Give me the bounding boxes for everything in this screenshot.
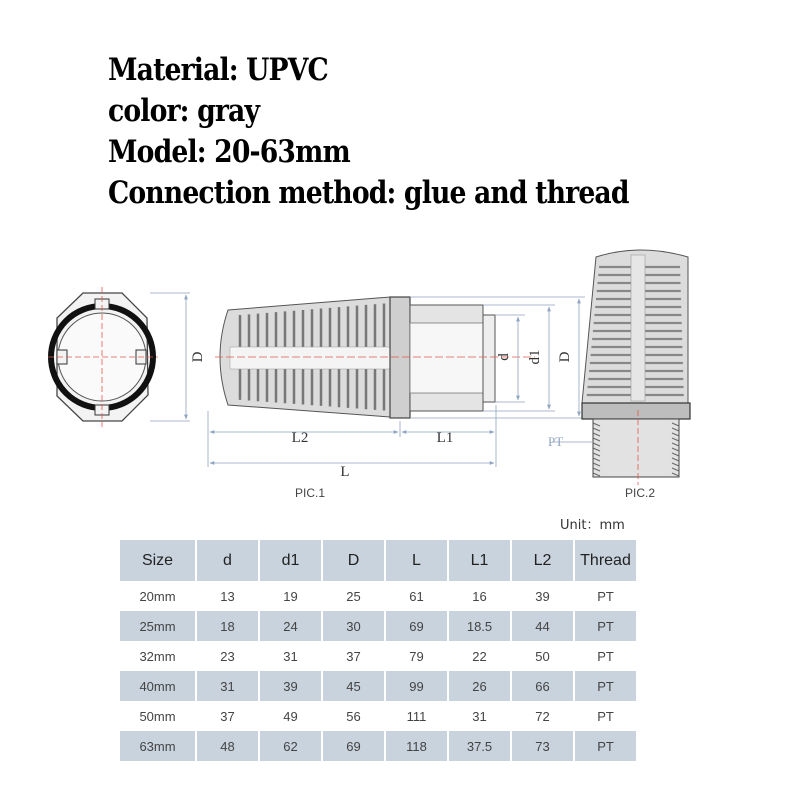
column-header: L (385, 540, 448, 581)
table-header-row (120, 540, 637, 581)
table-cell: 31 (196, 671, 259, 701)
table-cell: 31 (259, 641, 322, 671)
table-cell: 16 (448, 581, 511, 611)
table-cell: 49 (259, 701, 322, 731)
dim-label-L1: L1 (436, 430, 454, 446)
column-header: D (322, 540, 385, 581)
dim-label-D-left: D (190, 351, 206, 363)
column-header: L1 (448, 540, 511, 581)
table-cell: 56 (322, 701, 385, 731)
table-cell: 63mm (120, 731, 196, 761)
table-cell: 23 (196, 641, 259, 671)
table-cell: 39 (511, 581, 574, 611)
table-row (120, 641, 637, 671)
pic2-caption: PIC.2 (624, 486, 656, 500)
pt-label: PT (548, 434, 564, 449)
technical-drawing (40, 235, 760, 510)
table-cell: 111 (385, 701, 448, 731)
table-cell: PT (574, 701, 637, 731)
dim-label-L2: L2 (291, 430, 309, 446)
table-cell: PT (574, 731, 637, 761)
table-cell: PT (574, 611, 637, 641)
pic1-caption: PIC.1 (294, 486, 326, 500)
table-cell: 30 (322, 611, 385, 641)
table-row (120, 701, 637, 731)
column-header: Size (120, 540, 196, 581)
table-cell: 37 (322, 641, 385, 671)
table-row (120, 611, 637, 641)
table-cell: 18.5 (448, 611, 511, 641)
table-cell: 22 (448, 641, 511, 671)
table-cell: 26 (448, 671, 511, 701)
side-view (208, 297, 585, 500)
spec-connection: Connection method: glue and thread (108, 175, 629, 211)
table-cell: 99 (385, 671, 448, 701)
end-view (48, 287, 206, 427)
table-cell: 13 (196, 581, 259, 611)
table-cell: 79 (385, 641, 448, 671)
table-cell: 25mm (120, 611, 196, 641)
spec-color: color: gray (108, 93, 260, 129)
table-cell: 37 (196, 701, 259, 731)
table-cell: 72 (511, 701, 574, 731)
table-cell: PT (574, 641, 637, 671)
table-cell: 19 (259, 581, 322, 611)
table-cell: 40mm (120, 671, 196, 701)
table-cell: 18 (196, 611, 259, 641)
table-cell: 44 (511, 611, 574, 641)
front-view (548, 250, 690, 500)
table-cell: 50mm (120, 701, 196, 731)
table-cell: 66 (511, 671, 574, 701)
table-row (120, 671, 637, 701)
column-header: L2 (511, 540, 574, 581)
table-cell: PT (574, 671, 637, 701)
table-cell: 32mm (120, 641, 196, 671)
dim-label-d1: d1 (527, 349, 543, 365)
spec-model: Model: 20-63mm (108, 134, 350, 170)
table-cell: 39 (259, 671, 322, 701)
spec-material: Material: UPVC (108, 52, 328, 88)
dim-label-D-mid: D (557, 351, 573, 363)
table-cell: 20mm (120, 581, 196, 611)
table-cell: 62 (259, 731, 322, 761)
column-header: d1 (259, 540, 322, 581)
table-cell: 69 (385, 611, 448, 641)
table-cell: 50 (511, 641, 574, 671)
table-cell: 31 (448, 701, 511, 731)
unit-label: Unit：mm (560, 518, 625, 533)
spec-list (108, 50, 713, 214)
table-cell: 48 (196, 731, 259, 761)
dim-label-d: d (496, 353, 512, 361)
table-row (120, 581, 637, 611)
spec-table (120, 540, 638, 761)
table-cell: PT (574, 581, 637, 611)
table-cell: 118 (385, 731, 448, 761)
column-header: d (196, 540, 259, 581)
table-cell: 45 (322, 671, 385, 701)
column-header: Thread (574, 540, 637, 581)
table-cell: 24 (259, 611, 322, 641)
table-cell: 73 (511, 731, 574, 761)
dim-label-L: L (340, 464, 350, 480)
table-cell: 37.5 (448, 731, 511, 761)
table-cell: 25 (322, 581, 385, 611)
table-row (120, 731, 637, 761)
table-cell: 69 (322, 731, 385, 761)
table-cell: 61 (385, 581, 448, 611)
